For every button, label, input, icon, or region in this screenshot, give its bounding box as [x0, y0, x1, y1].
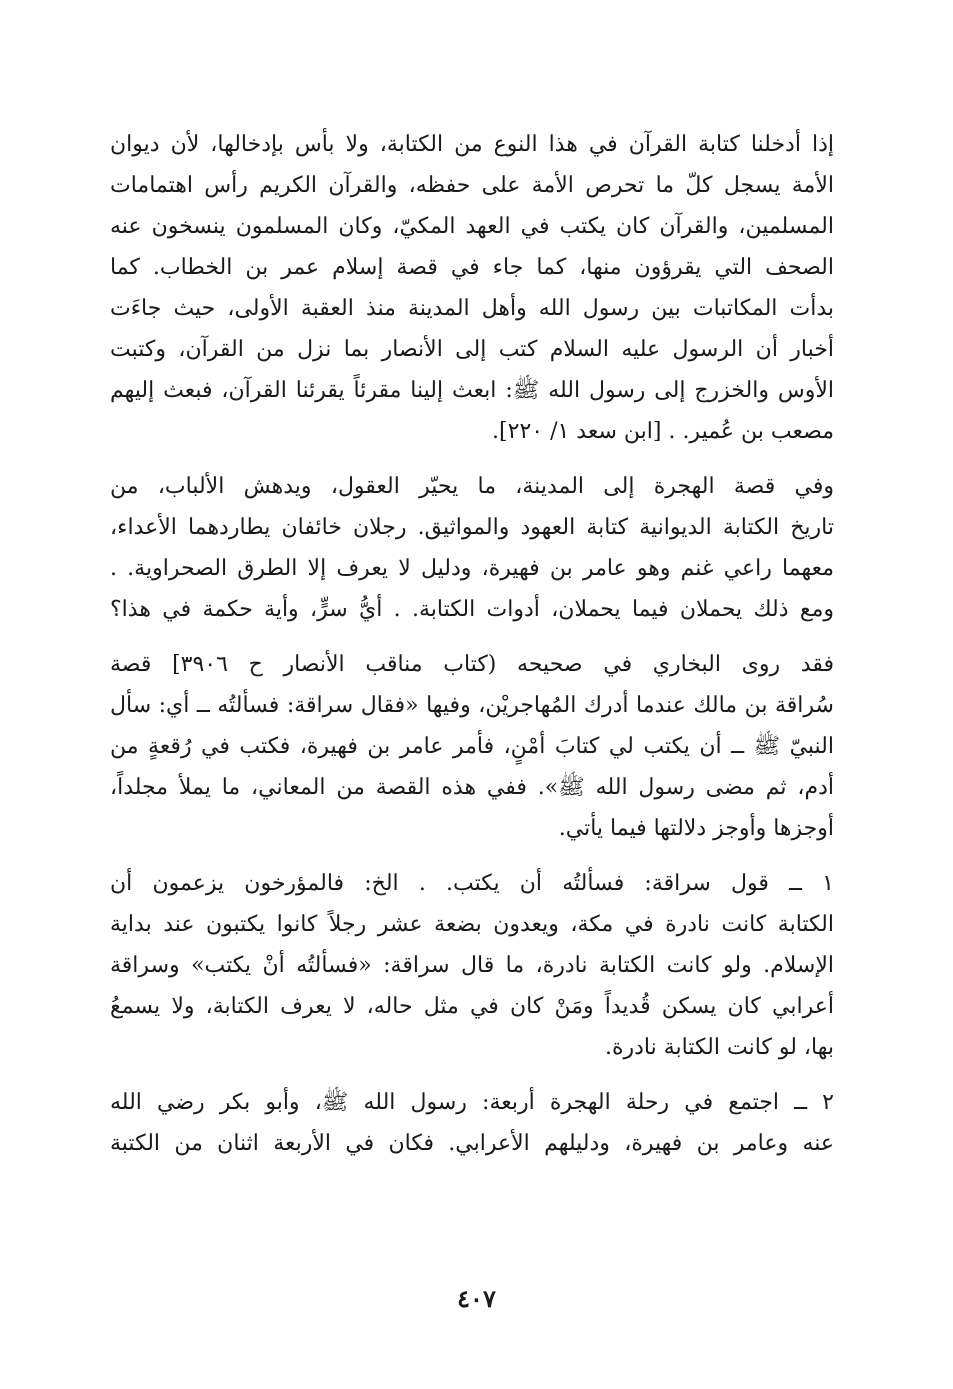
text-line: عنه وعامر بن فهيرة، ودليلهم الأعرابي. فكان في الأربعة اثنان من الكتبة	[110, 1131, 834, 1156]
text-line: بدأت المكاتبات بين رسول الله وأهل المدينة منذ العقبة الأولى، حيث جاءَت	[110, 296, 834, 321]
text-line: الأمة يسجل كلّ ما تحرص الأمة على حفظه، والقرآن الكريم رأس اهتمامات	[110, 173, 834, 198]
paragraph-hijra	[110, 466, 834, 630]
paragraph-bukhari	[110, 644, 834, 849]
page-body	[110, 124, 834, 1178]
text-line: ومع ذلك يحملان فيما يحملان، أدوات الكتابة. . أيُّ سرٍّ، وأية حكمة في هذا؟	[110, 597, 834, 622]
text-line: أوجزها وأوجز دلالتها فيما يأتي.	[558, 816, 834, 841]
paragraph-point-1	[110, 863, 834, 1068]
text-line: وفي قصة الهجرة إلى المدينة، ما يحيّر العقول، ويدهش الألباب، من	[110, 474, 834, 499]
text-line: معهما راعي غنم وهو عامر بن فهيرة، ودليل لا يعرف إلا الطرق الصحراوية. .	[110, 556, 834, 581]
page-number: ٤٠٧	[457, 1284, 496, 1313]
text-line: تاريخ الكتابة الديوانية كتابة العهود والمواثيق. رجلان خائفان يطاردهما الأعداء،	[110, 515, 834, 540]
text-line: ٢ ــ اجتمع في رحلة الهجرة أربعة: رسول الله ﷺ، وأبو بكر رضي الله	[110, 1090, 834, 1115]
text-line: فقد روى البخاري في صحيحه (كتاب مناقب الأنصار ح ٣٩٠٦] قصة	[110, 652, 834, 677]
text-line: سُراقة بن مالك عندما أدرك المُهاجريْن، وفيها «فقال سراقة: فسألتُه ــ أي: سأل	[110, 693, 834, 718]
text-line: الإسلام. ولو كانت الكتابة نادرة، ما قال سراقة: «فسألتُه أنْ يكتب» وسراقة	[110, 953, 834, 978]
text-line: مصعب بن عُمير. . [ابن سعد ١/ ٢٢٠].	[492, 419, 834, 444]
text-line: النبيّ ﷺ ــ أن يكتب لي كتابَ أمْنٍ، فأمر عامر بن فهيرة، فكتب في رُقعةٍ من	[110, 734, 834, 759]
paragraph-quran-writing	[110, 124, 834, 452]
text-line: أخبار أن الرسول عليه السلام كتب إلى الأنصار بما نزل من القرآن، وكتبت	[110, 337, 834, 362]
text-line: إذا أدخلنا كتابة القرآن في هذا النوع من الكتابة، ولا بأس بإدخالها، لأن ديوان	[110, 132, 834, 157]
text-line: المسلمين، والقرآن كان يكتب في العهد المكيّ، وكان المسلمون ينسخون عنه	[110, 214, 834, 239]
text-line: أعرابي كان يسكن قُديداً ومَنْ كان في مثل حاله، لا يعرف الكتابة، ولا يسمعُ	[110, 994, 834, 1019]
text-line: الكتابة كانت نادرة في مكة، ويعدون بضعة عشر رجلاً كانوا يكتبون عند بداية	[110, 912, 834, 937]
text-line: ١ ــ قول سراقة: فسألتُه أن يكتب. . الخ: فالمؤرخون يزعمون أن	[110, 871, 834, 896]
text-line: أدم، ثم مضى رسول الله ﷺ». ففي هذه القصة من المعاني، ما يملأ مجلداً،	[110, 775, 834, 800]
paragraph-point-2	[110, 1082, 834, 1164]
text-line: الصحف التي يقرؤون منها، كما جاء في قصة إسلام عمر بن الخطاب. كما	[110, 255, 834, 280]
text-line: بها، لو كانت الكتابة نادرة.	[604, 1035, 834, 1060]
text-line: الأوس والخزرج إلى رسول الله ﷺ: ابعث إلينا مقرئاً يقرئنا القرآن، فبعث إليهم	[110, 378, 834, 403]
